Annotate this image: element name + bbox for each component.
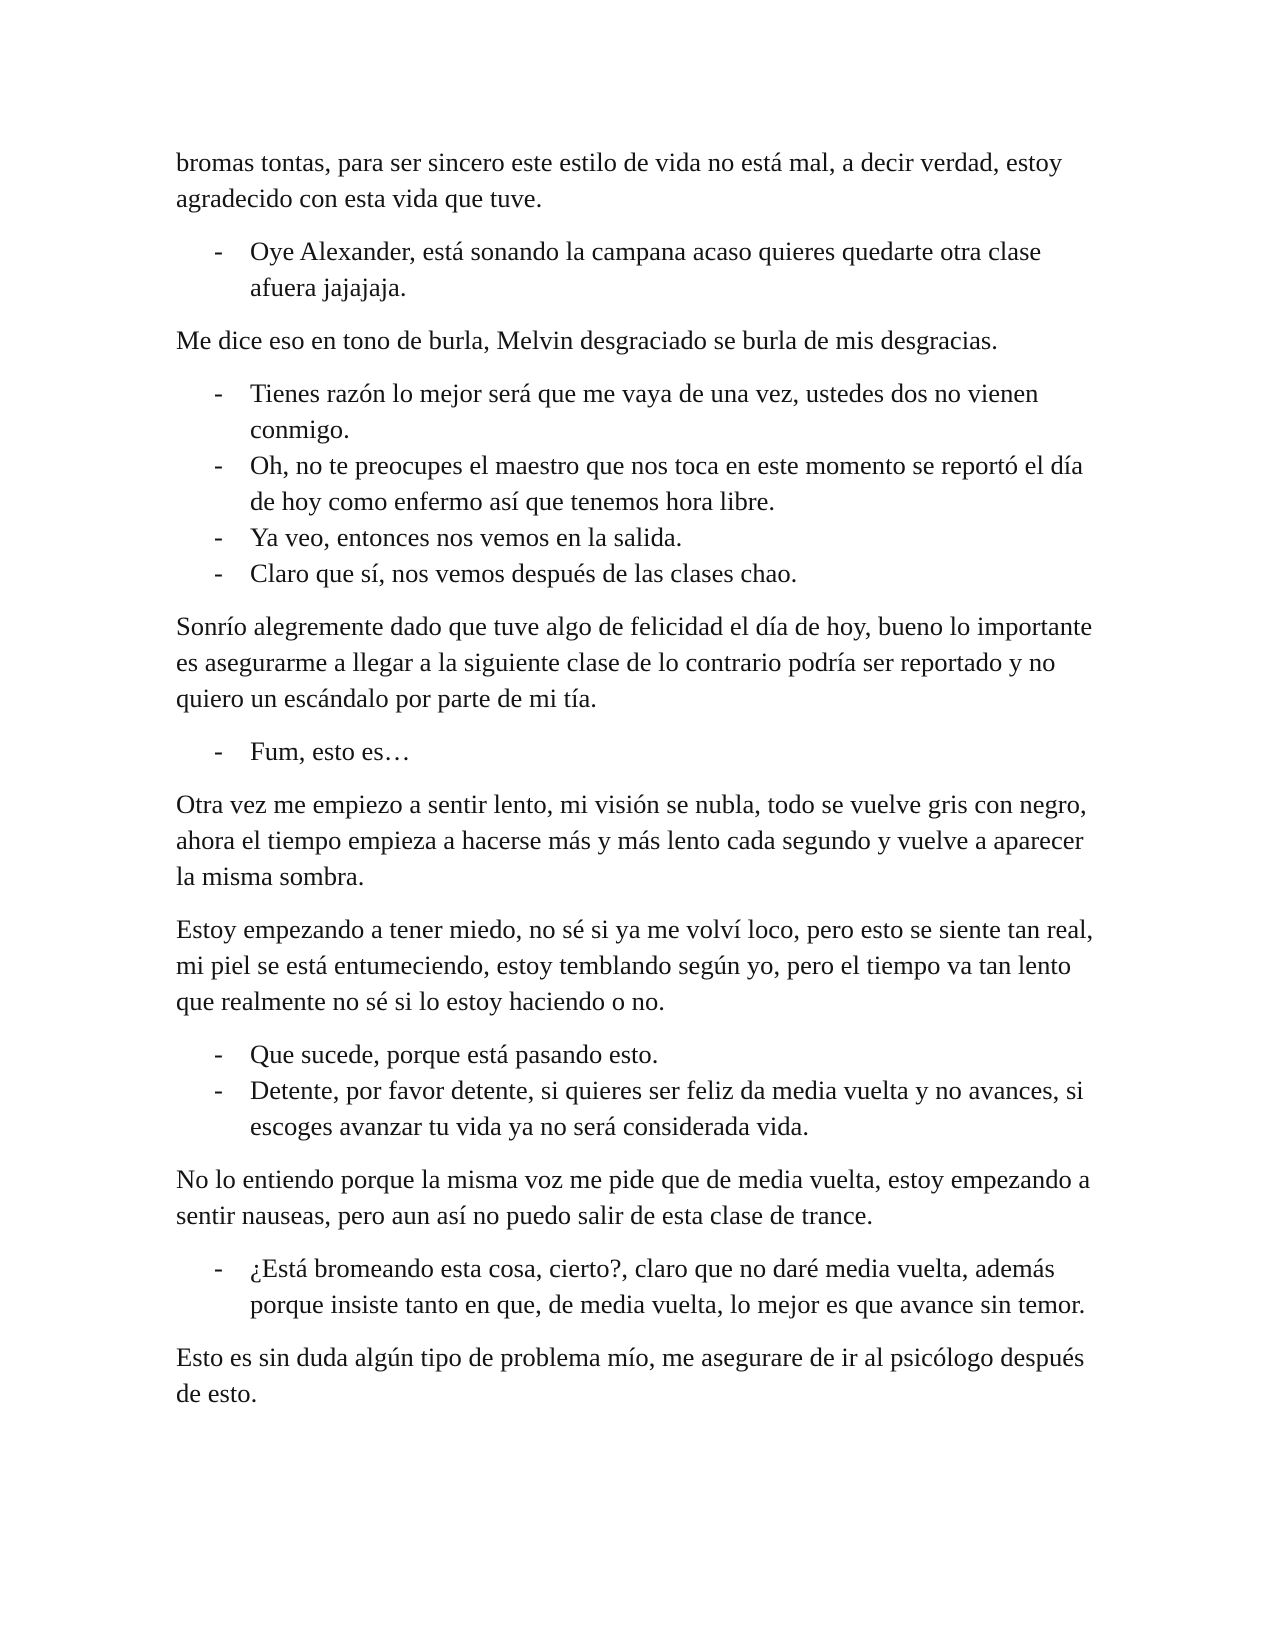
dialogue-list [176, 1250, 1101, 1322]
narrative-paragraph: Estoy empezando a tener miedo, no sé si ya me volví loco, pero esto se siente tan real, mi piel se está entumeciendo, estoy temblando según yo, pero el tiempo va tan lento que realmente no sé si lo estoy haciendo o no. [176, 914, 1094, 1016]
narrative-paragraph: Esto es sin duda algún tipo de problema mío, me asegurare de ir al psicólogo después de esto. [176, 1342, 1085, 1408]
dialogue-list [176, 375, 1101, 591]
dialogue-dash: - [214, 736, 223, 766]
dialogue-list [176, 1036, 1101, 1144]
dialogue-line [176, 233, 1101, 305]
dialogue-dash: - [214, 1075, 223, 1105]
dialogue-text: Ya veo, entonces nos vemos en la salida. [250, 522, 683, 552]
dialogue-line [176, 519, 1101, 555]
dialogue-dash: - [214, 1039, 223, 1069]
dialogue-line [176, 375, 1101, 447]
dialogue-text: Que sucede, porque está pasando esto. [250, 1039, 659, 1069]
dialogue-list [176, 233, 1101, 305]
dialogue-line [176, 733, 1101, 769]
dialogue-line [176, 555, 1101, 591]
dialogue-line [176, 1250, 1101, 1322]
dialogue-text: Oye Alexander, está sonando la campana acaso quieres quedarte otra clase afuera jajajaja. [250, 236, 1042, 302]
dialogue-text: ¿Está bromeando esta cosa, cierto?, claro que no daré media vuelta, además porque insiste tanto en que, de media vuelta, lo mejor es que avance sin temor. [250, 1253, 1086, 1319]
dialogue-list [176, 733, 1101, 769]
narrative-paragraph: Me dice eso en tono de burla, Melvin desgraciado se burla de mis desgracias. [176, 325, 998, 355]
dialogue-dash: - [214, 236, 223, 266]
dialogue-dash: - [214, 522, 223, 552]
dialogue-text: Detente, por favor detente, si quieres ser feliz da media vuelta y no avances, si escoges avanzar tu vida ya no será considerada vida. [250, 1075, 1084, 1141]
dialogue-text: Tienes razón lo mejor será que me vaya de una vez, ustedes dos no vienen conmigo. [250, 378, 1039, 444]
dialogue-text: Oh, no te preocupes el maestro que nos toca en este momento se reportó el día de hoy como enfermo así que tenemos hora libre. [250, 450, 1084, 516]
document-page [176, 144, 1101, 1428]
dialogue-dash: - [214, 378, 223, 408]
narrative-paragraph: Sonrío alegremente dado que tuve algo de felicidad el día de hoy, bueno lo importante es asegurarme a llegar a la siguiente clase de lo contrario podría ser reportado y no quiero un escándalo por parte de mi tía. [176, 611, 1093, 713]
dialogue-line [176, 1036, 1101, 1072]
dialogue-line [176, 447, 1101, 519]
dialogue-line [176, 1072, 1101, 1144]
dialogue-dash: - [214, 450, 223, 480]
narrative-paragraph: No lo entiendo porque la misma voz me pide que de media vuelta, estoy empezando a sentir nauseas, pero aun así no puedo salir de esta clase de trance. [176, 1164, 1091, 1230]
dialogue-text: Claro que sí, nos vemos después de las clases chao. [250, 558, 798, 588]
dialogue-text: Fum, esto es… [250, 736, 411, 766]
narrative-paragraph: bromas tontas, para ser sincero este estilo de vida no está mal, a decir verdad, estoy agradecido con esta vida que tuve. [176, 147, 1063, 213]
dialogue-dash: - [214, 558, 223, 588]
narrative-paragraph: Otra vez me empiezo a sentir lento, mi visión se nubla, todo se vuelve gris con negro, ahora el tiempo empieza a hacerse más y más lento cada segundo y vuelve a aparecer la misma sombra. [176, 789, 1087, 891]
dialogue-dash: - [214, 1253, 223, 1283]
